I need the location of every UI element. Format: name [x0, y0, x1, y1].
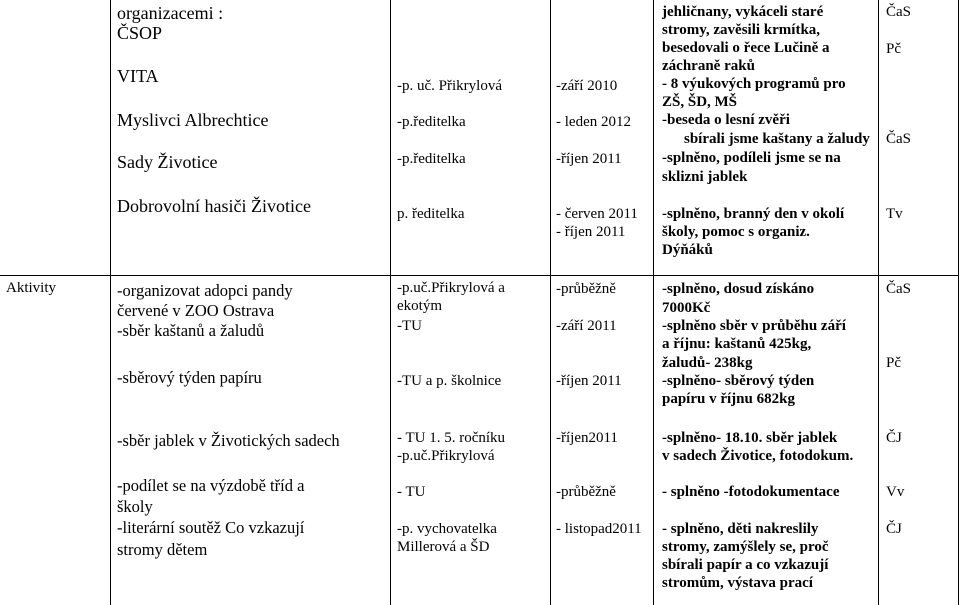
date-2: - říjen 2011 [556, 224, 626, 240]
resp-line: -p. vychovatelka [397, 521, 497, 537]
result-line: papíru v říjnu 682kg [662, 391, 795, 407]
org-hasici: Dobrovolní hasiči Životice [117, 196, 311, 216]
result-line: -splněno- sběrový týden [662, 373, 815, 389]
resp-line: Millerová a ŠD [397, 539, 490, 555]
eval-1: Vv [886, 484, 905, 500]
date-3: -říjen 2011 [556, 151, 622, 167]
result-line: 7000Kč [662, 300, 711, 316]
resp-line: - TU [397, 484, 426, 500]
resp-line: - TU 1. 5. ročníku [397, 430, 506, 446]
grid-line [110, 0, 111, 605]
result-line: -splněno sběr v průběhu září [662, 318, 846, 334]
result-line: -splněno, dosud získáno [662, 281, 815, 297]
eval: Tv [886, 206, 903, 222]
result-line: -splněno, branný den v okolí [662, 206, 845, 222]
activity-line: -organizovat adopci pandy [117, 281, 293, 300]
org-sady: Sady Životice [117, 152, 218, 172]
result-line: -splněno- 18.10. sběr jablek [662, 430, 838, 446]
date-1: - červen 2011 [556, 206, 638, 222]
activity: -sběr jablek v Životických sadech [117, 431, 340, 450]
grid-line [653, 0, 654, 605]
org-csop: ČSOP [117, 23, 163, 43]
activity-line: -sběrový týden papíru [117, 368, 262, 387]
result-line: v sadech Životice, fotodokum. [662, 448, 854, 464]
eval: ČJ [886, 430, 902, 446]
grid-line [0, 275, 959, 276]
resp-line: -TU a p. školnice [397, 373, 502, 389]
date-2: - listopad2011 [556, 521, 642, 537]
activity-line: -podílet se na výzdobě tříd a [117, 476, 305, 495]
resp-line: -p.uč.Přikrylová [397, 448, 495, 464]
result-line: sbírali papír a co vzkazují [662, 557, 829, 573]
eval-1: ČaS [886, 281, 912, 297]
result-line: - 8 výukových programů pro [662, 76, 846, 92]
resp-line: -TU [397, 318, 422, 334]
resp-2: -p.ředitelka [397, 114, 466, 130]
activity-line: -literární soutěž Co vzkazují [117, 518, 305, 537]
eval-2: ČJ [886, 521, 902, 537]
date-2: - leden 2012 [556, 114, 631, 130]
org-label: organizacemi : [117, 3, 224, 23]
org-myslivci: Myslivci Albrechtice [117, 110, 269, 130]
resp-line: ekotým [397, 298, 442, 314]
activity-line: stromy dětem [117, 540, 208, 559]
result-line: jehličnany, vykáceli staré [662, 4, 824, 20]
result-line: besedovali o řece Lučině a [662, 40, 830, 56]
result-line: stromům, výstava prací [662, 575, 813, 591]
resp-line: -p.uč.Přikrylová a [397, 280, 505, 296]
result-line: ZŠ, ŠD, MŠ [662, 94, 738, 110]
org-vita: VITA [117, 66, 159, 86]
date-2: -září 2011 [556, 318, 617, 334]
result-line: žaludů- 238kg [662, 355, 753, 371]
result-line: školy, pomoc s organiz. [662, 224, 810, 240]
result-line: sbírali jsme kaštany a žaludy [684, 131, 870, 147]
result-line: Dýňáků [662, 242, 713, 258]
result-line: stromy, zamýšlely se, proč [662, 539, 829, 555]
result-line: stromy, zavěsili krmítka, [662, 22, 821, 38]
resp: p. ředitelka [397, 206, 465, 222]
resp-3: -p.ředitelka [397, 151, 466, 167]
grid-line [390, 0, 391, 605]
activity-line: červené v ZOO Ostrava [117, 301, 275, 320]
activity-line: -sběr kaštanů a žaludů [117, 321, 265, 340]
eval-2: Pč [886, 41, 901, 57]
eval-2: Pč [886, 355, 901, 371]
activity-line: školy [117, 497, 153, 516]
eval-3: ČaS [886, 131, 912, 147]
result-line: sklizni jablek [662, 169, 748, 185]
date: -říjen2011 [556, 430, 618, 446]
grid-line [878, 0, 879, 605]
grid-line [958, 0, 959, 605]
date-1: -průběžně [556, 484, 616, 500]
section-label: Aktivity [6, 280, 57, 296]
result-line: -splněno, podíleli jsme se na [662, 150, 841, 166]
date-3: -říjen 2011 [556, 373, 622, 389]
date-1: -září 2010 [556, 78, 618, 94]
result-line: -beseda o lesní zvěři [662, 112, 790, 128]
eval-1: ČaS [886, 4, 912, 20]
grid-line [550, 0, 551, 605]
resp-1: -p. uč. Přikrylová [397, 78, 502, 94]
result-line: záchraně raků [662, 58, 755, 74]
result-line: a říjnu: kaštanů 425kg, [662, 336, 812, 352]
date-1: -průběžně [556, 281, 616, 297]
result-line: - splněno -fotodokumentace [662, 484, 840, 500]
result-line: - splněno, děti nakreslily [662, 521, 819, 537]
